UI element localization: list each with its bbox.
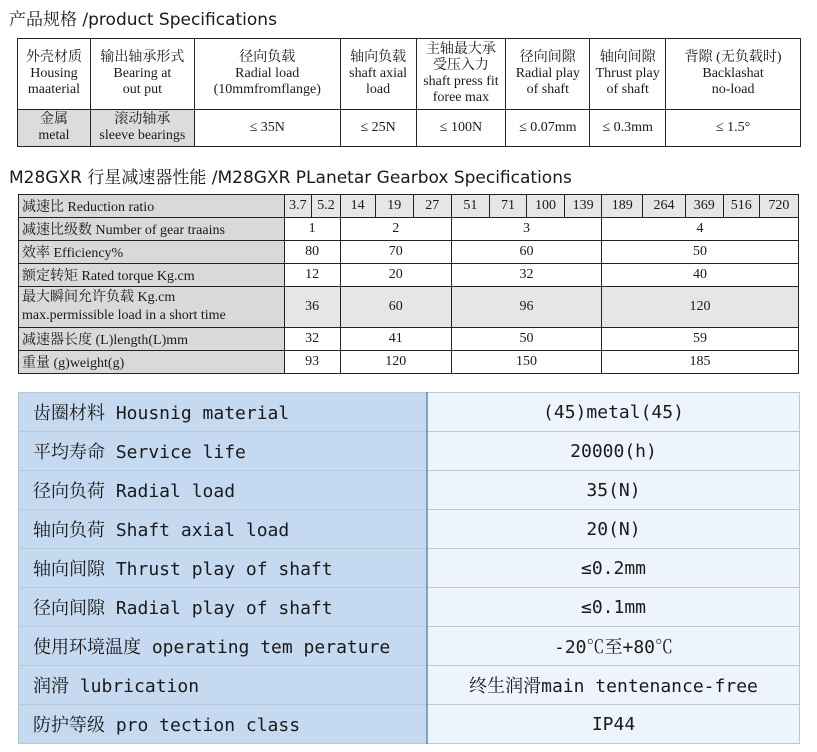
gear-stages-label: 减速比级数 Number of gear traains bbox=[19, 218, 285, 241]
spec-row bbox=[19, 549, 800, 588]
header-output-bearing: 输出轴承形式 Bearing at out put bbox=[90, 39, 194, 110]
spec-value: 终生润滑main tentenance-free bbox=[427, 666, 800, 705]
spec-label: 使用环境温度 operating tem perature bbox=[19, 627, 428, 666]
spec-label: 轴向负荷 Shaft axial load bbox=[19, 510, 428, 549]
spec-row bbox=[19, 432, 800, 471]
weight-cell: 185 bbox=[602, 351, 799, 374]
stage-cell: 1 bbox=[284, 218, 340, 241]
spec-value: 20000(h) bbox=[427, 432, 800, 471]
rated-torque-row bbox=[19, 264, 799, 287]
reduction-ratio-row bbox=[19, 195, 799, 218]
stage-cell: 2 bbox=[340, 218, 451, 241]
length-cell: 41 bbox=[340, 328, 451, 351]
spec-value: 35(N) bbox=[427, 471, 800, 510]
max-load-cell: 36 bbox=[284, 287, 340, 328]
gearbox-specifications-title: M28GXR 行星减速器性能 /M28GXR PLanetar Gearbox Specifications bbox=[9, 168, 572, 188]
torque-cell: 12 bbox=[284, 264, 340, 287]
spec-value-row bbox=[18, 110, 801, 147]
spec-value: 20(N) bbox=[427, 510, 800, 549]
value-shaft-press-fit: ≤ 100N bbox=[416, 110, 506, 147]
spec-label: 轴向间隙 Thrust play of shaft bbox=[19, 549, 428, 588]
spec-label: 防护等级 pro tection class bbox=[19, 705, 428, 744]
weight-row bbox=[19, 351, 799, 374]
max-load-row bbox=[19, 287, 799, 328]
ratio-cell: 19 bbox=[375, 195, 413, 218]
spec-row bbox=[19, 705, 800, 744]
ratio-cell: 51 bbox=[451, 195, 489, 218]
length-label: 减速器长度 (L)length(L)mm bbox=[19, 328, 285, 351]
value-housing-material: 金属 metal bbox=[18, 110, 91, 147]
general-specifications-table bbox=[18, 392, 800, 744]
efficiency-cell: 60 bbox=[451, 241, 601, 264]
value-axial-load: ≤ 25N bbox=[340, 110, 416, 147]
weight-cell: 93 bbox=[284, 351, 340, 374]
gearbox-performance-table bbox=[18, 194, 799, 374]
max-load-cell: 60 bbox=[340, 287, 451, 328]
header-radial-load: 径向负载 Radial load (10mmfromflange) bbox=[194, 39, 340, 110]
length-row bbox=[19, 328, 799, 351]
value-output-bearing: 滚动轴承 sleeve bearings bbox=[90, 110, 194, 147]
spec-row bbox=[19, 471, 800, 510]
spec-row bbox=[19, 666, 800, 705]
value-thrust-play: ≤ 0.3mm bbox=[590, 110, 666, 147]
ratio-cell: 189 bbox=[602, 195, 643, 218]
spec-label: 平均寿命 Service life bbox=[19, 432, 428, 471]
spec-row bbox=[19, 627, 800, 666]
header-axial-load: 轴向负载 shaft axial load bbox=[340, 39, 416, 110]
efficiency-row bbox=[19, 241, 799, 264]
efficiency-cell: 50 bbox=[602, 241, 799, 264]
ratio-cell: 516 bbox=[723, 195, 759, 218]
value-radial-play: ≤ 0.07mm bbox=[506, 110, 590, 147]
spec-value: (45)metal(45) bbox=[427, 393, 800, 432]
efficiency-cell: 70 bbox=[340, 241, 451, 264]
torque-cell: 32 bbox=[451, 264, 601, 287]
spec-row bbox=[19, 510, 800, 549]
ratio-cell: 14 bbox=[340, 195, 375, 218]
reduction-ratio-label: 减速比 Reduction ratio bbox=[19, 195, 285, 218]
length-cell: 50 bbox=[451, 328, 601, 351]
spec-label: 齿圈材料 Housnig material bbox=[19, 393, 428, 432]
spec-value: IP44 bbox=[427, 705, 800, 744]
header-radial-play: 径向间隙 Radial play of shaft bbox=[506, 39, 590, 110]
efficiency-label: 效率 Efficiency% bbox=[19, 241, 285, 264]
weight-cell: 120 bbox=[340, 351, 451, 374]
ratio-cell: 139 bbox=[565, 195, 602, 218]
torque-cell: 40 bbox=[602, 264, 799, 287]
spec-value: ≤0.2mm bbox=[427, 549, 800, 588]
header-housing-material: 外壳材质 Housing maaterial bbox=[18, 39, 91, 110]
ratio-cell: 27 bbox=[413, 195, 451, 218]
spec-label: 径向负荷 Radial load bbox=[19, 471, 428, 510]
stage-cell: 3 bbox=[451, 218, 601, 241]
spec-value: -20℃至+80℃ bbox=[427, 627, 800, 666]
ratio-cell: 5.2 bbox=[312, 195, 341, 218]
spec-row bbox=[19, 588, 800, 627]
value-radial-load: ≤ 35N bbox=[194, 110, 340, 147]
weight-label: 重量 (g)weight(g) bbox=[19, 351, 285, 374]
ratio-cell: 3.7 bbox=[284, 195, 312, 218]
spec-label: 润滑 lubrication bbox=[19, 666, 428, 705]
length-cell: 59 bbox=[602, 328, 799, 351]
value-backlash: ≤ 1.5° bbox=[666, 110, 801, 147]
header-thrust-play: 轴向间隙 Thrust play of shaft bbox=[590, 39, 666, 110]
product-specifications-title: 产品规格 /product Specifications bbox=[9, 10, 277, 30]
max-load-cell: 96 bbox=[451, 287, 601, 328]
max-load-cell: 120 bbox=[602, 287, 799, 328]
spec-label: 径向间隙 Radial play of shaft bbox=[19, 588, 428, 627]
max-load-label: 最大瞬间允许负载 Kg.cm max.permissible load in a short time bbox=[19, 287, 285, 328]
product-specifications-table bbox=[17, 38, 801, 147]
ratio-cell: 264 bbox=[643, 195, 685, 218]
header-shaft-press-fit: 主轴最大承 受压入力 shaft press fit foree max bbox=[416, 39, 506, 110]
ratio-cell: 100 bbox=[526, 195, 564, 218]
spec-header-row bbox=[18, 39, 801, 110]
efficiency-cell: 80 bbox=[284, 241, 340, 264]
ratio-cell: 369 bbox=[685, 195, 723, 218]
length-cell: 32 bbox=[284, 328, 340, 351]
rated-torque-label: 额定转矩 Rated torque Kg.cm bbox=[19, 264, 285, 287]
spec-value: ≤0.1mm bbox=[427, 588, 800, 627]
ratio-cell: 71 bbox=[489, 195, 526, 218]
weight-cell: 150 bbox=[451, 351, 601, 374]
header-backlash: 背隙 (无负载时) Backlashat no-load bbox=[666, 39, 801, 110]
spec-row bbox=[19, 393, 800, 432]
ratio-cell: 720 bbox=[759, 195, 798, 218]
gear-stages-row bbox=[19, 218, 799, 241]
torque-cell: 20 bbox=[340, 264, 451, 287]
stage-cell: 4 bbox=[602, 218, 799, 241]
